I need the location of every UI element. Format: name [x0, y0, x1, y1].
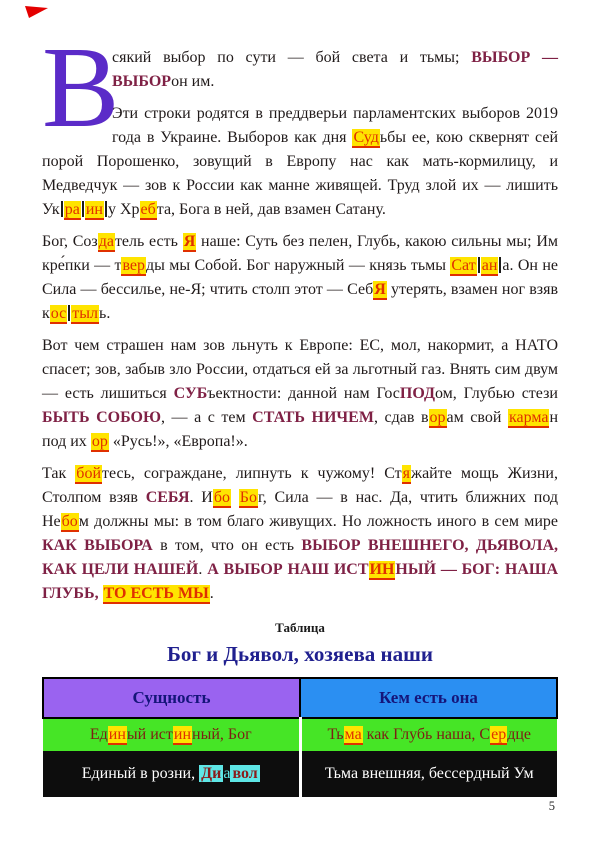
paragraph-5: Так бойтесь, сограждане, липнуть к чужому! Стяжайте мощь Жизни, Столпом взяв СЕБЯ. Ибо Бог, Сила — в нас. Да, чтить ближних под Небом должны мы: в том благо живущих. Но ложность иного в сем мире КАК ВЫБОРА в том, что он есть ВЫБОР ВНЕШНЕГО, ДЬЯВОЛА, КАК ЦЕЛИ НАШЕЙ. А ВЫБОР НАШ ИСТИННЫЙ — БОГ: НАША ГЛУБЬ, ТО ЕСТЬ МЫ.	[42, 465, 559, 602]
paragraph-2: Эти строки родятся в преддверьи парламентских выборов 2019 года в Украине. Выборов как дня Судьбы ее, кою сквернят сей порой Порошенко, зовущий в Европу нас как мать-кормилицу, и Медведчук — зов к России как манне живящей. Труд злой их — лишить Ук ра ин у Хребта, Бога в ней, дав взамен Сатану.	[42, 105, 559, 218]
table-header-row	[43, 678, 557, 718]
header-cell-who: Кем есть она	[300, 678, 557, 718]
table-cell-devil-essence: Единый в розни, Ди а вол	[43, 751, 300, 797]
paragraph-4: Вот чем страшен нам зов льнуть к Европе: ЕС, мол, накормит, а НАТО спасет; зов, забыв зло России, отдаться ей за льготный газ. Внять сим двум — есть лишиться СУБъектности: данной нам ГосПОДом, Глубью стези БЫТЬ СОБОЮ, — а с тем СТАТЬ НИЧЕМ, сдав ворам свой карман под их ор «Русь!», «Европа!».	[42, 337, 559, 450]
table-cell-god-essence: Единый истинный, Бог	[43, 718, 300, 751]
paragraph-1-text: сякий выбор по сути — бой света и тьмы; ВЫБОР — ВЫБОРон им.	[112, 49, 559, 90]
table-title: Бог и Дьявол, хозяева наши	[167, 642, 433, 666]
header-cell-essence: Сущность	[43, 678, 300, 718]
table-cell-god-who: Тьма как Глубь наша, Сердце	[300, 718, 557, 751]
table-row-devil	[43, 751, 557, 797]
paragraph-3: Бог, Создатель есть Я наше: Суть без пелен, Глубь, какою сильны мы; Им кре́пки — тверды мы Собой. Бог наружный — князь тьмы Сат ан а. Он не Сила — бессилье, не-Я; чтить столп этот — СебЯ утерять, взамен ног взяв кос тыль.	[42, 233, 559, 322]
god-devil-table	[42, 677, 558, 797]
page-number: 5	[548, 799, 555, 813]
table-caption: Таблица	[275, 620, 325, 635]
drop-cap: В	[42, 24, 120, 152]
table-cell-devil-who: Тьма внешняя, бессердный Ум	[300, 751, 557, 797]
table-row-god	[43, 718, 557, 751]
paragraph-1	[42, 24, 559, 152]
cursor-arrow-icon	[25, 5, 49, 19]
